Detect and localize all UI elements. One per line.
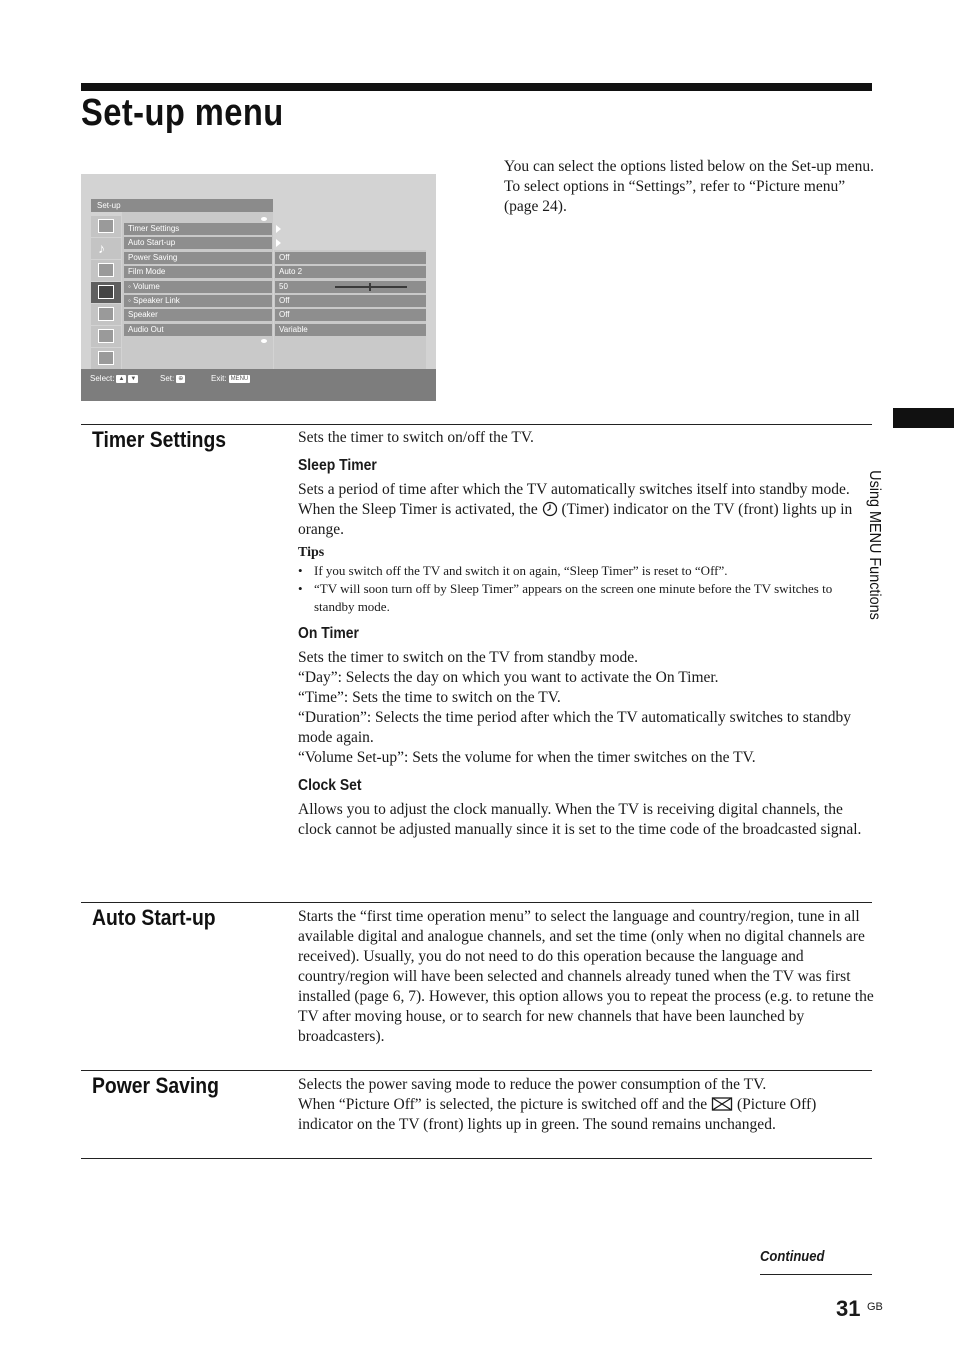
set-hint: Set: ⊕ — [160, 374, 184, 383]
tv-menu-screenshot — [81, 174, 436, 401]
continued-label: Continued — [760, 1249, 825, 1265]
tv-menu-item-label: Film Mode — [124, 266, 272, 278]
sound-icon: ♪ — [91, 238, 121, 259]
submenu-arrow-icon — [276, 239, 281, 247]
title-rule — [81, 83, 872, 91]
timer-settings-body — [298, 428, 874, 840]
submenu-arrow-icon — [276, 225, 281, 233]
setup-icon — [91, 282, 121, 303]
on-timer-heading: On Timer — [298, 625, 359, 642]
timer-icon — [542, 501, 558, 517]
tv-menu-item-value: Off — [275, 252, 426, 264]
footer-rule — [760, 1274, 872, 1275]
select-hint: Select: ▲ ▼ — [90, 374, 137, 383]
clock-set-text: Allows you to adjust the clock manually. When the TV is receiving digital channels, the clock cannot be adjusted manually since it is set to the time code of the broadcasted signal. — [298, 801, 862, 838]
section-divider — [81, 424, 872, 425]
power-saving-heading: Power Saving — [92, 1073, 219, 1098]
on-timer-line: “Duration”: Selects the time period after which the TV automatically switches to standby mode again. — [298, 709, 851, 746]
features-icon — [91, 260, 121, 281]
tv-menu-item-value: Off — [275, 295, 426, 307]
picture-off-icon — [711, 1096, 733, 1112]
up-arrow-key-icon: ▲ — [118, 376, 125, 382]
tv-menu-item-value: 50 — [275, 281, 426, 293]
page-number-suffix: GB — [867, 1301, 883, 1313]
tv-menu-item-value: Auto 2 — [275, 266, 426, 278]
tv-menu-item-value: Off — [275, 309, 426, 321]
scroll-down-icon — [261, 339, 267, 343]
sleep-timer-heading: Sleep Timer — [298, 457, 377, 474]
tv-menu-footer — [81, 369, 436, 401]
intro-paragraph: You can select the options listed below on the Set-up menu. To select options in “Settings”, refer to “Picture menu” (page 24). — [504, 158, 874, 215]
timer-settings-intro: Sets the timer to switch on/off the TV. — [298, 429, 534, 446]
tv-menu-item-label: Power Saving — [124, 252, 272, 264]
timer-settings-heading: Timer Settings — [92, 427, 227, 452]
tv-menu-item-label: Speaker — [124, 309, 272, 321]
enter-key-icon: ⊕ — [178, 376, 184, 382]
page-number: 31 — [836, 1296, 861, 1321]
clock-set-heading: Clock Set — [298, 777, 362, 794]
auto-startup-body — [298, 907, 874, 1047]
headphone-icon: ◦ — [128, 296, 131, 305]
on-timer-line: Sets the timer to switch on the TV from standby mode. — [298, 649, 638, 666]
headphone-icon: ◦ — [128, 282, 131, 291]
sleep-timer-text: Sets a period of time after which the TV automatically switches itself into standby mode. — [298, 481, 850, 498]
power-saving-text: Selects the power saving mode to reduce the power consumption of the TV. — [298, 1076, 767, 1093]
tips-list — [298, 562, 874, 616]
tip-item: • If you switch off the TV and switch it on again, “Sleep Timer” is reset to “Off”. — [298, 562, 874, 580]
power-saving-body — [298, 1075, 874, 1135]
section-divider — [81, 902, 872, 903]
power-saving-indicator-text: When “Picture Off” is selected, the picture is switched off and the (Picture Off) indicator on the TV (front) lights up in green. The sound remains unchanged. — [298, 1096, 817, 1133]
page-title: Set-up menu — [81, 92, 284, 134]
tv-menu-item-label: ◦ Speaker Link — [124, 295, 272, 307]
pc-settings-icon — [91, 326, 121, 347]
tv-menu-item-value: Variable — [275, 324, 426, 336]
external-inputs-icon — [91, 348, 121, 369]
on-timer-line: “Day”: Selects the day on which you want to activate the On Timer. — [298, 669, 719, 686]
auto-startup-heading: Auto Start-up — [92, 905, 216, 930]
channel-setup-icon — [91, 304, 121, 325]
side-tab-marker — [893, 408, 954, 428]
section-divider — [81, 1158, 872, 1159]
tv-menu-item-label: Timer Settings — [124, 223, 272, 235]
tips-heading: Tips — [298, 545, 325, 560]
on-timer-line: “Volume Set-up”: Sets the volume for when the timer switches on the TV. — [298, 749, 756, 766]
sleep-timer-indicator-text: When the Sleep Timer is activated, the (Timer) indicator on the TV (front) lights up in orange. — [298, 501, 853, 538]
exit-hint: Exit: MENU — [211, 374, 249, 383]
section-divider — [81, 1070, 872, 1071]
tv-menu-item-label: Auto Start-up — [124, 237, 272, 249]
tv-menu-item-label: ◦ Volume — [124, 281, 272, 293]
auto-startup-text: Starts the “first time operation menu” to select the language and country/region, tune in all available digital and analogue channels, and set the time (only when no digital channels are received). Usually, you do not need to do this operation because the language and country/region will have been selected and channels already tuned when the TV was first installed (page 6, 7). However, this option allows you to repeat the process (e.g. to retune the TV after moving house, or to search for new channels that have been launched by broadcasters). — [298, 908, 874, 1045]
menu-key-icon: MENU — [230, 376, 249, 382]
volume-slider-knob — [369, 283, 371, 291]
tv-menu-header: Set-up — [91, 199, 273, 212]
scroll-up-icon — [261, 217, 267, 221]
tip-item: • “TV will soon turn off by Sleep Timer” appears on the screen one minute before the TV switches to standby mode. — [298, 580, 874, 616]
down-arrow-key-icon: ▼ — [130, 376, 137, 382]
volume-slider — [335, 286, 407, 288]
picture-icon — [91, 216, 121, 237]
on-timer-line: “Time”: Sets the time to switch on the TV. — [298, 689, 561, 706]
tv-menu-item-label: Audio Out — [124, 324, 272, 336]
